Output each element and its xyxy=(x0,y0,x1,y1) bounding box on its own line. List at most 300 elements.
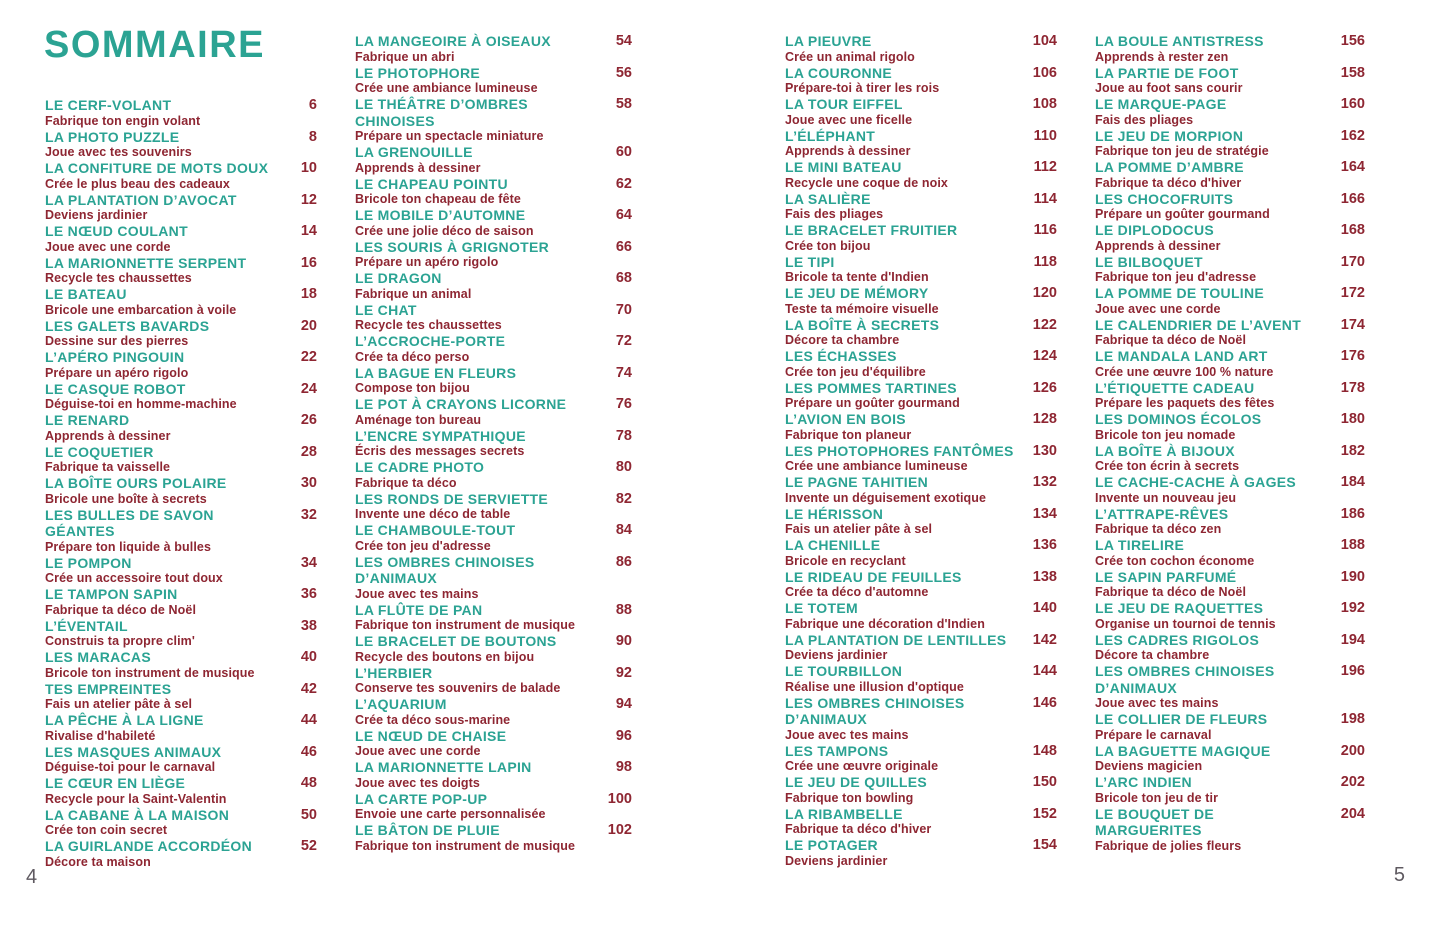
toc-entry-subtitle: Prépare un goûter gourmand xyxy=(785,396,960,410)
toc-entry-head xyxy=(45,775,317,792)
toc-entry-page-number: 138 xyxy=(1032,568,1057,585)
toc-entry-title: LES MASQUES ANIMAUX xyxy=(45,743,222,760)
toc-entry-subtitle: Déguise-toi pour le carnaval xyxy=(45,760,216,774)
toc-entry-page-number: 168 xyxy=(1340,222,1365,238)
toc-entry-subtitle: Fabrique un animal xyxy=(355,286,472,301)
toc-entry-title: LA BAGUE EN FLEURS xyxy=(355,364,517,381)
toc-entry-head xyxy=(1095,711,1365,728)
toc-entry-page-number: 58 xyxy=(615,96,632,112)
toc-entry-subtitle: Joue avec tes souvenirs xyxy=(45,145,192,159)
toc-entry-head xyxy=(355,207,632,224)
toc-entry-title: L’ÉLÉPHANT xyxy=(785,127,876,144)
toc-entry xyxy=(45,507,317,554)
toc-entry-head xyxy=(1095,96,1365,113)
toc-entry-page-number: 148 xyxy=(1032,742,1057,759)
toc-entry xyxy=(1095,411,1365,442)
toc-entry xyxy=(1095,128,1365,159)
toc-column-3 xyxy=(785,33,1057,869)
toc-entry-title: LE TOTEM xyxy=(785,600,858,616)
toc-entry-page-number: 144 xyxy=(1032,663,1057,679)
left-page-number: 4 xyxy=(26,866,38,888)
toc-entry xyxy=(785,806,1057,837)
toc-entry-subtitle: Recycle tes chaussettes xyxy=(355,318,502,332)
toc-entry-head xyxy=(45,129,317,146)
toc-entry-head xyxy=(785,128,1057,145)
toc-entry-title: LES OMBRES CHINOISES D’ANIMAUX xyxy=(355,553,535,586)
toc-entry-subtitle: Crée ton écrin à secrets xyxy=(1095,459,1240,473)
toc-entry-head xyxy=(45,712,317,729)
toc-entry xyxy=(45,838,317,869)
toc-entry-title: LES ÉCHASSES xyxy=(785,348,897,364)
toc-entry xyxy=(355,522,632,553)
toc-entry-page-number: 196 xyxy=(1340,663,1365,679)
toc-entry-page-number: 44 xyxy=(300,712,317,728)
toc-entry-title: LA CARTE POP-UP xyxy=(355,790,488,807)
toc-entry-title: LA FLÛTE DE PAN xyxy=(355,601,483,618)
toc-entry-head xyxy=(1095,506,1365,523)
toc-entry-title: LE COQUETIER xyxy=(45,443,154,460)
toc-entry-page-number: 46 xyxy=(300,743,317,760)
toc-entry-subtitle: Prépare les paquets des fêtes xyxy=(1095,396,1275,410)
toc-entry-title: LE JEU DE RAQUETTES xyxy=(1095,600,1264,616)
toc-entry xyxy=(45,255,317,286)
toc-entry-page-number: 24 xyxy=(300,380,317,397)
toc-entry-title: LE JEU DE QUILLES xyxy=(785,774,928,790)
toc-entry xyxy=(1095,506,1365,537)
toc-entry-subtitle: Bricole ton jeu nomade xyxy=(1095,427,1236,442)
toc-entry-subtitle: Conserve tes souvenirs de balade xyxy=(355,681,561,695)
toc-entry-subtitle: Apprends à dessiner xyxy=(45,428,171,443)
toc-entry-head xyxy=(45,507,317,540)
toc-entry-head xyxy=(785,380,1057,397)
toc-entry-subtitle: Bricole une boîte à secrets xyxy=(45,491,207,506)
toc-entry-subtitle: Crée un animal rigolo xyxy=(785,49,915,64)
toc-entry-head xyxy=(355,633,632,650)
toc-entry xyxy=(785,663,1057,694)
toc-entry-subtitle: Joue avec tes mains xyxy=(355,586,479,601)
toc-entry-page-number: 74 xyxy=(615,364,632,381)
toc-entry-subtitle: Fabrique ton instrument de musique xyxy=(355,838,576,853)
toc-column-4 xyxy=(1095,33,1365,854)
toc-entry-head xyxy=(355,65,632,82)
toc-entry-page-number: 82 xyxy=(615,490,632,507)
toc-entry-page-number: 152 xyxy=(1032,805,1057,822)
toc-entry-page-number: 118 xyxy=(1033,253,1057,270)
toc-entry-head xyxy=(785,806,1057,823)
toc-entry-subtitle: Apprends à rester zen xyxy=(1095,49,1229,64)
toc-entry-page-number: 38 xyxy=(300,617,317,634)
toc-entry xyxy=(45,586,317,617)
toc-entry-head xyxy=(355,96,632,129)
toc-entry-head xyxy=(355,822,632,839)
toc-entry xyxy=(785,837,1057,868)
toc-entry xyxy=(1095,96,1365,127)
toc-entry-page-number: 166 xyxy=(1340,190,1365,207)
toc-entry-page-number: 72 xyxy=(615,333,632,349)
toc-entry-page-number: 112 xyxy=(1033,159,1057,175)
toc-entry-subtitle: Construis ta propre clim' xyxy=(45,634,195,648)
toc-entry-title: LE JEU DE MÉMORY xyxy=(785,285,929,301)
page-title: SOMMAIRE xyxy=(44,24,265,66)
toc-entry-subtitle: Fabrique ton engin volant xyxy=(45,113,201,128)
toc-entry-title: L’ÉVENTAIL xyxy=(45,617,128,634)
toc-entry xyxy=(45,318,317,349)
toc-entry-head xyxy=(785,65,1057,82)
toc-entry xyxy=(355,207,632,238)
toc-entry-head xyxy=(355,302,632,319)
toc-entry xyxy=(45,412,317,443)
toc-entry-subtitle: Aménage ton bureau xyxy=(355,412,482,427)
toc-entry-subtitle: Fabrique ta déco d'hiver xyxy=(1095,175,1242,190)
toc-entry-page-number: 80 xyxy=(615,459,632,475)
toc-entry-head xyxy=(45,681,317,698)
toc-entry-subtitle: Fabrique ta déco xyxy=(355,475,457,490)
toc-entry-page-number: 32 xyxy=(300,506,317,523)
toc-entry-title: LA GUIRLANDE ACCORDÉON xyxy=(45,838,253,854)
toc-entry xyxy=(785,411,1057,442)
toc-entry-page-number: 128 xyxy=(1032,411,1057,427)
toc-entry-head xyxy=(45,807,317,824)
toc-entry xyxy=(1095,317,1365,348)
toc-entry-head xyxy=(785,695,1057,728)
toc-entry-head xyxy=(355,791,632,808)
toc-entry-head xyxy=(355,665,632,682)
toc-entry-head xyxy=(1095,411,1365,428)
toc-entry-subtitle: Prépare ton liquide à bulles xyxy=(45,539,212,554)
toc-entry-title: LA COURONNE xyxy=(785,64,893,81)
toc-entry-subtitle: Prépare-toi à tirer les rois xyxy=(785,81,940,95)
toc-entry-title: LA BOÎTE OURS POLAIRE xyxy=(45,475,227,491)
toc-entry xyxy=(785,96,1057,127)
toc-entry-head xyxy=(45,349,317,366)
toc-entry-page-number: 56 xyxy=(615,64,632,81)
toc-entry xyxy=(355,239,632,270)
toc-entry-page-number: 52 xyxy=(300,838,317,854)
toc-entry xyxy=(45,807,317,838)
toc-entry-head xyxy=(45,444,317,461)
toc-entry-subtitle: Organise un tournoi de tennis xyxy=(1095,616,1276,631)
toc-entry-title: LA RIBAMBELLE xyxy=(785,805,903,822)
toc-entry-head xyxy=(785,411,1057,428)
toc-entry-head xyxy=(355,522,632,539)
toc-entry-title: LES OMBRES CHINOISES D’ANIMAUX xyxy=(1095,663,1275,696)
toc-entry-page-number: 16 xyxy=(300,254,317,271)
toc-entry-page-number: 48 xyxy=(300,775,317,791)
toc-entry xyxy=(45,744,317,775)
toc-entry-page-number: 200 xyxy=(1340,742,1365,759)
toc-entry xyxy=(785,743,1057,774)
toc-entry-subtitle: Crée ton coin secret xyxy=(45,823,168,837)
toc-entry xyxy=(785,348,1057,379)
toc-entry-subtitle: Décore ta chambre xyxy=(785,333,900,347)
toc-entry-page-number: 20 xyxy=(300,317,317,334)
toc-entry-page-number: 12 xyxy=(300,191,317,208)
toc-entry-page-number: 68 xyxy=(615,270,632,286)
toc-entry-subtitle: Crée une ambiance lumineuse xyxy=(785,459,968,473)
toc-entry-page-number: 134 xyxy=(1032,505,1057,522)
toc-entry-head xyxy=(1095,806,1365,839)
toc-entry-head xyxy=(785,632,1057,649)
toc-entry-title: LA PHOTO PUZZLE xyxy=(45,128,180,145)
toc-entry-page-number: 184 xyxy=(1340,474,1365,490)
toc-entry-subtitle: Recycle une coque de noix xyxy=(785,175,948,190)
toc-entry-title: LE POT À CRAYONS LICORNE xyxy=(355,396,567,412)
toc-entry-subtitle: Fabrique ta déco zen xyxy=(1095,522,1222,536)
toc-entry-subtitle: Décore ta maison xyxy=(45,854,151,869)
toc-entry-head xyxy=(1095,474,1365,491)
toc-entry-page-number: 106 xyxy=(1032,64,1057,81)
toc-entry-title: LA MARIONNETTE LAPIN xyxy=(355,759,532,775)
toc-entry-page-number: 98 xyxy=(615,759,632,775)
toc-entry-head xyxy=(785,317,1057,334)
toc-entry-title: LA TOUR EIFFEL xyxy=(785,96,903,112)
toc-entry-title: L’AQUARIUM xyxy=(355,696,447,712)
toc-entry-subtitle: Joue avec tes mains xyxy=(785,727,909,742)
toc-entry xyxy=(1095,443,1365,474)
toc-entry-title: LE COLLIER DE FLEURS xyxy=(1095,711,1268,727)
toc-entry-subtitle: Joue avec une corde xyxy=(355,744,481,758)
toc-entry xyxy=(785,222,1057,253)
toc-entry-subtitle: Crée ton jeu d'équilibre xyxy=(785,364,926,379)
toc-entry-subtitle: Bricole en recyclant xyxy=(785,553,906,568)
toc-entry xyxy=(1095,254,1365,285)
toc-entry-page-number: 64 xyxy=(615,207,632,223)
toc-entry-head xyxy=(785,191,1057,208)
toc-entry-subtitle: Fabrique ton planeur xyxy=(785,427,912,442)
toc-entry xyxy=(1095,743,1365,774)
toc-entry xyxy=(45,555,317,586)
toc-entry xyxy=(355,665,632,696)
toc-entry-page-number: 186 xyxy=(1340,505,1365,522)
toc-entry xyxy=(785,774,1057,805)
toc-entry-page-number: 40 xyxy=(300,649,317,665)
toc-entry xyxy=(45,160,317,191)
toc-entry-title: LE JEU DE MORPION xyxy=(1095,127,1244,144)
toc-entry-title: LES GALETS BAVARDS xyxy=(45,317,210,334)
toc-entry xyxy=(45,618,317,649)
toc-entry xyxy=(355,302,632,333)
toc-entry-title: LE CERF-VOLANT xyxy=(45,97,172,113)
toc-entry-title: LE RENARD xyxy=(45,412,130,428)
toc-entry-subtitle: Bricole une embarcation à voile xyxy=(45,302,237,317)
toc-entry-head xyxy=(45,381,317,398)
toc-entry-subtitle: Joue avec tes doigts xyxy=(355,775,480,790)
toc-entry xyxy=(1095,569,1365,600)
toc-entry xyxy=(355,491,632,522)
toc-entry-head xyxy=(355,396,632,413)
toc-entry-page-number: 6 xyxy=(308,97,317,113)
toc-entry-head xyxy=(1095,222,1365,239)
toc-entry xyxy=(355,633,632,664)
toc-entry-title: LA TIRELIRE xyxy=(1095,537,1185,553)
toc-entry-head xyxy=(1095,159,1365,176)
toc-entry-title: LE TIPI xyxy=(785,253,835,270)
toc-entry xyxy=(1095,632,1365,663)
toc-entry-subtitle: Crée le plus beau des cadeaux xyxy=(45,176,230,191)
right-page-number: 5 xyxy=(1393,864,1405,886)
toc-entry-title: L’ENCRE SYMPATHIQUE xyxy=(355,427,526,444)
toc-entry-page-number: 22 xyxy=(300,349,317,365)
toc-entry-head xyxy=(1095,632,1365,649)
toc-entry-page-number: 176 xyxy=(1340,348,1365,364)
toc-entry-head xyxy=(1095,348,1365,365)
toc-entry-head xyxy=(355,759,632,776)
toc-entry-page-number: 202 xyxy=(1340,774,1365,790)
toc-entry-title: L’ARC INDIEN xyxy=(1095,774,1192,790)
toc-entry-subtitle: Réalise une illusion d'optique xyxy=(785,679,964,694)
toc-entry-title: L’AVION EN BOIS xyxy=(785,411,906,427)
toc-entry xyxy=(45,192,317,223)
toc-entry-page-number: 54 xyxy=(615,33,632,49)
toc-entry-title: LE CASQUE ROBOT xyxy=(45,380,186,397)
toc-entry-title: LE PAGNE TAHITIEN xyxy=(785,474,929,490)
toc-entry xyxy=(1095,33,1365,64)
toc-entry-head xyxy=(45,97,317,114)
toc-entry-page-number: 42 xyxy=(300,680,317,697)
toc-entry-title: LES TAMPONS xyxy=(785,742,889,759)
toc-entry-head xyxy=(785,474,1057,491)
toc-entry-title: LE CHAMBOULE-TOUT xyxy=(355,522,516,538)
toc-entry-title: LE POMPON xyxy=(45,554,132,571)
toc-entry-head xyxy=(785,222,1057,239)
toc-entry-title: LE CACHE-CACHE À GAGES xyxy=(1095,474,1297,490)
toc-entry-title: L’ACCROCHE-PORTE xyxy=(355,333,506,349)
toc-entry-subtitle: Rivalise d'habileté xyxy=(45,728,156,743)
toc-entry-page-number: 14 xyxy=(300,223,317,239)
toc-entry-head xyxy=(785,443,1057,460)
toc-entry-subtitle: Bricole ton instrument de musique xyxy=(45,665,255,680)
toc-entry xyxy=(355,365,632,396)
toc-entry-page-number: 94 xyxy=(615,696,632,712)
toc-entry-head xyxy=(785,743,1057,760)
toc-entry-subtitle: Deviens jardinier xyxy=(45,208,148,222)
toc-entry-head xyxy=(1095,537,1365,554)
toc-entry xyxy=(1095,806,1365,853)
toc-entry-subtitle: Crée une œuvre originale xyxy=(785,759,939,773)
toc-entry-page-number: 102 xyxy=(607,822,632,838)
toc-entry-title: LA PLANTATION D’AVOCAT xyxy=(45,191,237,208)
toc-entry-title: LE MANDALA LAND ART xyxy=(1095,348,1268,364)
toc-entry-title: LA POMME DE TOULINE xyxy=(1095,285,1265,301)
toc-entry-page-number: 100 xyxy=(607,790,632,807)
toc-entry-subtitle: Crée ta déco d'automne xyxy=(785,585,929,599)
toc-entry-head xyxy=(355,270,632,287)
toc-entry-head xyxy=(45,223,317,240)
toc-entry-page-number: 130 xyxy=(1032,442,1057,459)
toc-entry xyxy=(785,600,1057,631)
toc-entry-page-number: 142 xyxy=(1032,631,1057,648)
toc-entry-head xyxy=(355,459,632,476)
toc-entry-subtitle: Fais des pliages xyxy=(785,207,884,221)
toc-entry-title: LE RIDEAU DE FEUILLES xyxy=(785,568,962,585)
toc-entry xyxy=(1095,600,1365,631)
toc-entry-subtitle: Joue au foot sans courir xyxy=(1095,81,1243,95)
toc-entry-page-number: 50 xyxy=(300,806,317,823)
toc-entry-page-number: 146 xyxy=(1032,694,1057,711)
toc-entry-page-number: 120 xyxy=(1032,285,1057,301)
toc-entry-head xyxy=(355,144,632,161)
toc-entry xyxy=(1095,474,1365,505)
toc-entry-title: LA PÊCHE À LA LIGNE xyxy=(45,712,204,728)
toc-entry-subtitle: Fabrique une décoration d'Indien xyxy=(785,616,985,631)
toc-entry-title: LA BOÎTE À BIJOUX xyxy=(1095,442,1235,459)
toc-entry-subtitle: Fais un atelier pâte à sel xyxy=(785,522,933,536)
toc-entry-page-number: 34 xyxy=(300,554,317,571)
toc-entry-title: LA CONFITURE DE MOTS DOUX xyxy=(45,160,269,176)
toc-entry-page-number: 90 xyxy=(615,633,632,649)
toc-entry-subtitle: Décore ta chambre xyxy=(1095,648,1210,662)
toc-entry xyxy=(355,144,632,175)
toc-entry xyxy=(1095,222,1365,253)
toc-entry xyxy=(355,791,632,822)
toc-entry-title: LA BOÎTE À SECRETS xyxy=(785,316,940,333)
toc-entry xyxy=(45,286,317,317)
toc-column-2 xyxy=(355,33,632,854)
toc-entry-page-number: 150 xyxy=(1032,774,1057,790)
toc-entry-page-number: 126 xyxy=(1032,379,1057,396)
toc-entry-title: LE CHAT xyxy=(355,301,417,318)
toc-entry-head xyxy=(355,176,632,193)
toc-entry-title: LE BILBOQUET xyxy=(1095,253,1203,270)
toc-entry-page-number: 188 xyxy=(1340,537,1365,553)
toc-entry-head xyxy=(355,365,632,382)
toc-entry-title: LE CADRE PHOTO xyxy=(355,459,485,475)
toc-entry-head xyxy=(45,255,317,272)
toc-entry-page-number: 104 xyxy=(1032,33,1057,49)
toc-entry-head xyxy=(1095,600,1365,617)
toc-entry-title: LA MARIONNETTE SERPENT xyxy=(45,254,247,271)
toc-entry-subtitle: Écris des messages secrets xyxy=(355,444,525,458)
toc-entry xyxy=(785,254,1057,285)
toc-entry-subtitle: Fabrique ta déco d'hiver xyxy=(785,822,932,836)
toc-entry-subtitle: Joue avec une ficelle xyxy=(785,112,913,127)
toc-entry-title: LE MINI BATEAU xyxy=(785,159,902,175)
toc-entry-head xyxy=(45,412,317,429)
toc-entry xyxy=(45,681,317,712)
toc-entry-title: LES POMMES TARTINES xyxy=(785,379,957,396)
toc-entry-title: LE HÉRISSON xyxy=(785,505,884,522)
toc-entry-title: LE CHAPEAU POINTU xyxy=(355,175,508,192)
toc-entry xyxy=(355,33,632,64)
toc-entry-page-number: 114 xyxy=(1033,190,1057,207)
toc-entry-subtitle: Deviens jardinier xyxy=(785,648,888,662)
toc-entry-title: LE MARQUE-PAGE xyxy=(1095,96,1227,112)
toc-entry-head xyxy=(785,569,1057,586)
toc-entry-head xyxy=(45,649,317,666)
toc-entry-subtitle: Crée ton bijou xyxy=(785,238,871,253)
toc-entry-title: L’APÉRO PINGOUIN xyxy=(45,349,185,365)
toc-entry-page-number: 60 xyxy=(615,144,632,160)
toc-entry-subtitle: Recycle pour la Saint-Valentin xyxy=(45,791,227,806)
toc-entry xyxy=(1095,711,1365,742)
toc-entry-title: L’ATTRAPE-RÊVES xyxy=(1095,505,1229,522)
toc-entry-title: LE NŒUD DE CHAISE xyxy=(355,727,507,744)
toc-entry-subtitle: Prépare un goûter gourmand xyxy=(1095,207,1270,221)
toc-entry-head xyxy=(355,33,632,50)
toc-entry-head xyxy=(785,159,1057,176)
toc-entry-page-number: 160 xyxy=(1340,96,1365,112)
toc-entry-head xyxy=(1095,317,1365,334)
toc-entry-head xyxy=(785,96,1057,113)
toc-entry xyxy=(355,270,632,301)
toc-entry-subtitle: Crée ton jeu d'adresse xyxy=(355,538,491,553)
toc-entry-subtitle: Prépare un apéro rigolo xyxy=(45,365,189,380)
toc-entry xyxy=(355,554,632,601)
toc-entry xyxy=(45,381,317,412)
toc-entry-title: LE BRACELET DE BOUTONS xyxy=(355,633,557,649)
toc-entry-head xyxy=(355,239,632,256)
toc-entry-page-number: 122 xyxy=(1032,316,1057,333)
